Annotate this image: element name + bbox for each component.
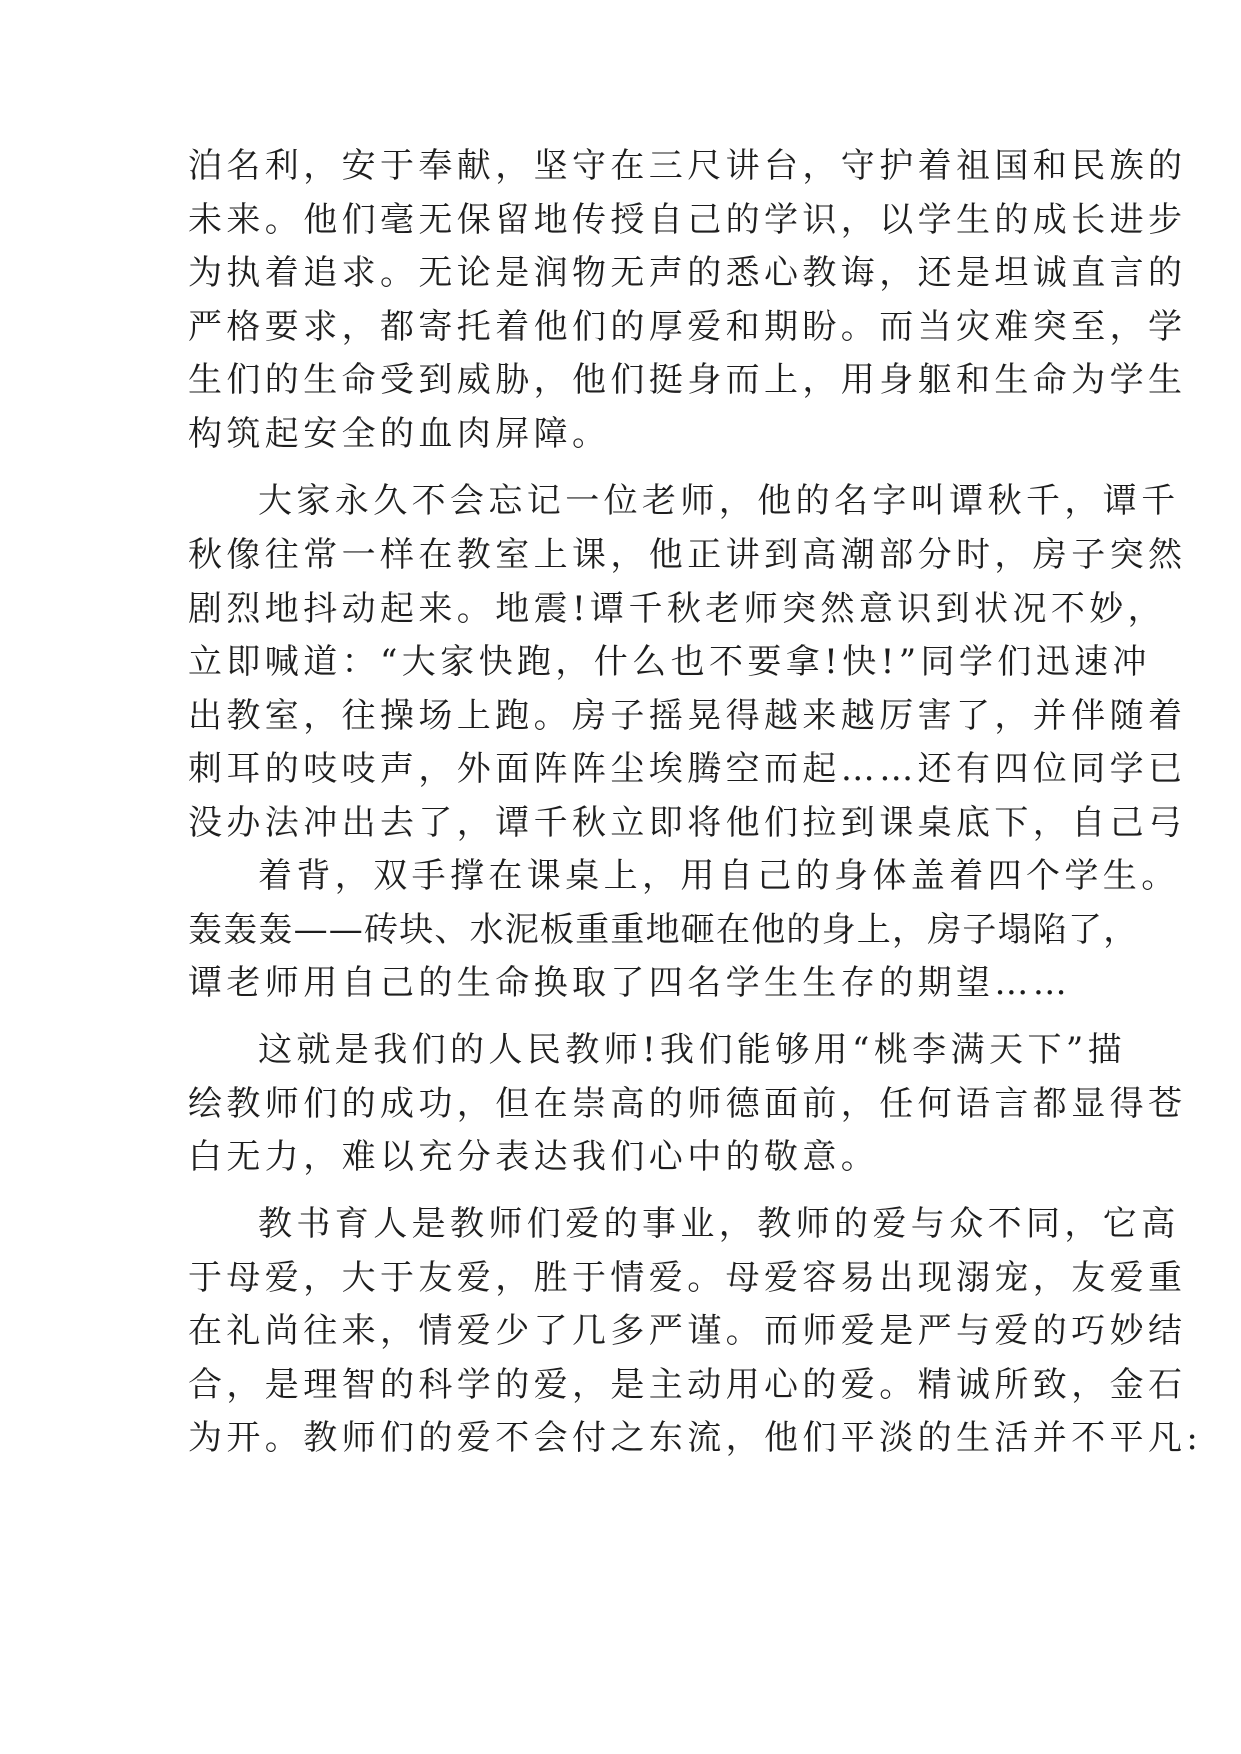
- text-line: 泊名利，安于奉献，坚守在三尺讲台，守护着祖国和民族的: [188, 146, 1187, 186]
- text-line: 为执着追求。无论是润物无声的悉心教诲，还是坦诚直言的: [188, 253, 1187, 293]
- text-line: 生们的生命受到威胁，他们挺身而上，用身躯和生命为学生: [188, 360, 1187, 400]
- text-line: 谭老师用自己的生命换取了四名学生生存的期望……: [188, 963, 1072, 1003]
- paragraph-start: 大家永久不会忘记一位老师，他的名字叫谭秋千，谭千: [258, 481, 1180, 521]
- paragraph-start: 这就是我们的人民教师!我们能够用“桃李满天下”描: [258, 1030, 1127, 1070]
- text-line: 出教室，往操场上跑。房子摇晃得越来越厉害了，并伴随着: [188, 696, 1187, 736]
- text-line: 立即喊道：“大家快跑，什么也不要拿!快!”同学们迅速冲: [188, 642, 1151, 682]
- text-line: 于母爱，大于友爱，胜于情爱。母爱容易出现溺宠，友爱重: [188, 1258, 1187, 1298]
- text-line: 没办法冲出去了，谭千秋立即将他们拉到课桌底下，自己弓: [188, 803, 1187, 843]
- text-line: 白无力，难以充分表达我们心中的敬意。: [188, 1137, 880, 1177]
- paragraph-start: 教书育人是教师们爱的事业，教师的爱与众不同，它高: [258, 1204, 1180, 1244]
- text-line: 剧烈地抖动起来。地震!谭千秋老师突然意识到状况不妙，: [188, 589, 1167, 629]
- text-line: 严格要求，都寄托着他们的厚爱和期盼。而当灾难突至，学: [188, 307, 1187, 347]
- text-line: 绘教师们的成功，但在崇高的师德面前，任何语言都显得苍: [188, 1084, 1187, 1124]
- text-line: 轰轰轰——砖块、水泥板重重地砸在他的身上，房子塌陷了，: [188, 910, 1139, 950]
- text-line: 着背，双手撑在课桌上，用自己的身体盖着四个学生。: [258, 856, 1180, 896]
- text-line: 在礼尚往来，情爱少了几多严谨。而师爱是严与爱的巧妙结: [188, 1311, 1187, 1351]
- text-line: 刺耳的吱吱声，外面阵阵尘埃腾空而起……还有四位同学已: [188, 749, 1187, 789]
- text-line: 合，是理智的科学的爱，是主动用心的爱。精诚所致，金石: [188, 1365, 1187, 1405]
- text-line: 秋像往常一样在教室上课，他正讲到高潮部分时，房子突然: [188, 535, 1187, 575]
- text-line: 为开。教师们的爱不会付之东流，他们平淡的生活并不平凡:: [188, 1418, 1203, 1458]
- text-line: 未来。他们毫无保留地传授自己的学识，以学生的成长进步: [188, 200, 1187, 240]
- text-line: 构筑起安全的血肉屏障。: [188, 414, 611, 454]
